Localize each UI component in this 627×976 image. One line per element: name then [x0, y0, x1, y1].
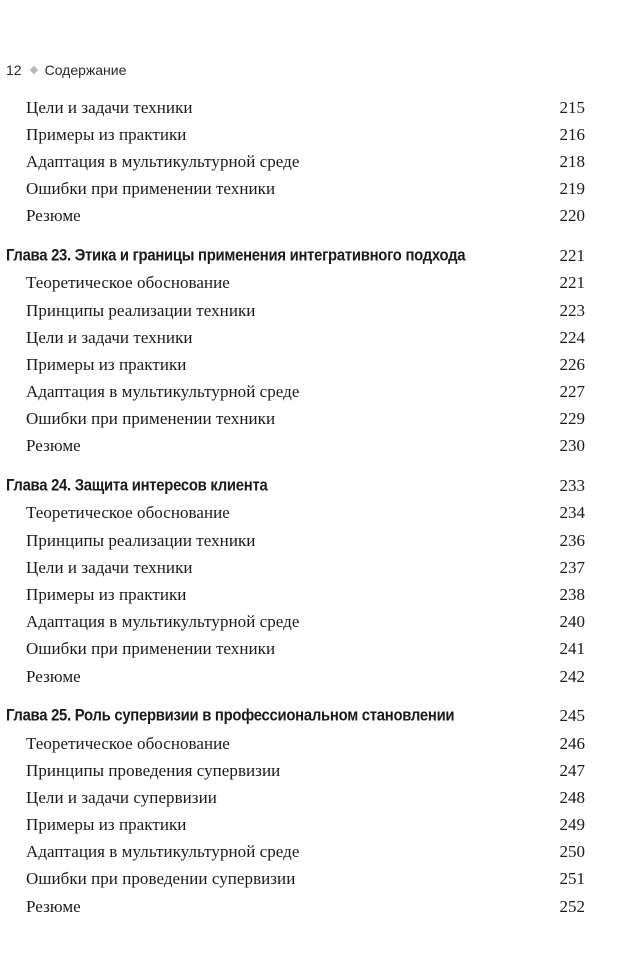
toc-entry-title: Примеры из практики — [26, 584, 187, 604]
toc-entry[interactable] — [0, 433, 627, 460]
toc-entry[interactable] — [0, 378, 627, 405]
toc-entry[interactable] — [0, 527, 627, 554]
toc-entry-title: Резюме — [26, 436, 81, 456]
toc-entry-page: 215 — [559, 97, 585, 117]
chapter-title: Глава 23. Этика и границы применения интегративного подхода — [6, 246, 466, 265]
toc-entry-page: 220 — [559, 206, 585, 226]
toc-entry[interactable] — [0, 148, 627, 175]
toc-chapter-25[interactable] — [0, 703, 627, 730]
toc-entry[interactable] — [0, 203, 627, 230]
toc-chapter-24[interactable] — [0, 473, 627, 500]
toc-entry-title: Принципы проведения супервизии — [26, 760, 281, 780]
toc-entry-title: Цели и задачи техники — [26, 97, 193, 117]
chapter-page: 233 — [559, 476, 585, 496]
toc-entry-title: Теоретическое обоснование — [26, 503, 230, 523]
toc-entry[interactable] — [0, 663, 627, 690]
diamond-ornament-icon — [29, 66, 37, 74]
toc-entry-title: Адаптация в мультикультурной среде — [26, 842, 300, 862]
toc-entry-title: Примеры из практики — [26, 354, 187, 374]
toc-entry-page: 219 — [559, 179, 585, 199]
toc-entry-title: Ошибки при применении техники — [26, 179, 276, 199]
toc-entry-page: 223 — [559, 300, 585, 320]
toc-entry-title: Ошибки при проведении супервизии — [26, 869, 296, 889]
toc-entry-page: 224 — [559, 327, 585, 347]
toc-entry[interactable] — [0, 297, 627, 324]
toc-entry[interactable] — [0, 893, 627, 920]
toc-entry-title: Цели и задачи техники — [26, 327, 193, 347]
toc-entry[interactable] — [0, 554, 627, 581]
toc-entry-title: Принципы реализации техники — [26, 530, 256, 550]
toc-entry-title: Принципы реализации техники — [26, 300, 256, 320]
toc-entry[interactable] — [0, 811, 627, 838]
running-head-title: Содержание — [44, 62, 127, 78]
table-of-contents — [0, 94, 627, 920]
toc-entry[interactable] — [0, 839, 627, 866]
toc-entry-page: 230 — [559, 436, 585, 456]
toc-entry-page: 218 — [559, 151, 585, 171]
toc-entry[interactable] — [0, 757, 627, 784]
toc-entry-page: 234 — [559, 503, 585, 523]
toc-entry-title: Адаптация в мультикультурной среде — [26, 382, 300, 402]
toc-entry-title: Цели и задачи техники — [26, 557, 193, 577]
toc-entry-page: 250 — [559, 842, 585, 862]
toc-entry-title: Примеры из практики — [26, 815, 187, 835]
toc-entry-page: 226 — [559, 354, 585, 374]
toc-entry[interactable] — [0, 406, 627, 433]
toc-entry-title: Резюме — [26, 666, 81, 686]
chapter-page: 245 — [559, 706, 585, 726]
toc-entry-page: 237 — [559, 557, 585, 577]
toc-entry-page: 229 — [559, 409, 585, 429]
toc-entry-page: 236 — [559, 530, 585, 550]
toc-entry[interactable] — [0, 784, 627, 811]
toc-entry-title: Теоретическое обоснование — [26, 733, 230, 753]
toc-entry[interactable] — [0, 730, 627, 757]
toc-entry-title: Адаптация в мультикультурной среде — [26, 151, 300, 171]
chapter-title: Глава 25. Роль супервизии в профессиональном становлении — [6, 706, 455, 725]
toc-entry-title: Примеры из практики — [26, 124, 187, 144]
toc-entry-title: Адаптация в мультикультурной среде — [26, 612, 300, 632]
toc-entry[interactable] — [0, 121, 627, 148]
toc-entry[interactable] — [0, 270, 627, 297]
toc-entry[interactable] — [0, 324, 627, 351]
toc-entry[interactable] — [0, 500, 627, 527]
toc-entry-page: 216 — [559, 124, 585, 144]
chapter-page: 221 — [559, 246, 585, 266]
toc-entry-page: 240 — [559, 612, 585, 632]
toc-entry-page: 251 — [559, 869, 585, 889]
toc-entry-title: Резюме — [26, 206, 81, 226]
chapter-title: Глава 24. Защита интересов клиента — [6, 476, 268, 495]
toc-entry-page: 252 — [559, 896, 585, 916]
toc-entry-page: 221 — [559, 273, 585, 293]
toc-entry[interactable] — [0, 866, 627, 893]
toc-entry-title: Резюме — [26, 896, 81, 916]
running-head — [6, 60, 126, 80]
toc-entry-page: 238 — [559, 584, 585, 604]
toc-entry-page: 249 — [559, 815, 585, 835]
toc-entry[interactable] — [0, 351, 627, 378]
toc-entry[interactable] — [0, 636, 627, 663]
toc-entry-page: 242 — [559, 666, 585, 686]
toc-entry-page: 247 — [559, 760, 585, 780]
toc-entry-title: Ошибки при применении техники — [26, 639, 276, 659]
toc-entry[interactable] — [0, 176, 627, 203]
toc-entry-page: 248 — [559, 787, 585, 807]
toc-entry[interactable] — [0, 609, 627, 636]
toc-entry-title: Теоретическое обоснование — [26, 273, 230, 293]
toc-entry-title: Цели и задачи супервизии — [26, 787, 217, 807]
toc-entry-page: 227 — [559, 382, 585, 402]
toc-entry-page: 241 — [559, 639, 585, 659]
page-number: 12 — [6, 62, 22, 78]
toc-entry-page: 246 — [559, 733, 585, 753]
toc-chapter-23[interactable] — [0, 243, 627, 270]
toc-entry-title: Ошибки при применении техники — [26, 409, 276, 429]
toc-entry[interactable] — [0, 94, 627, 121]
toc-entry[interactable] — [0, 581, 627, 608]
